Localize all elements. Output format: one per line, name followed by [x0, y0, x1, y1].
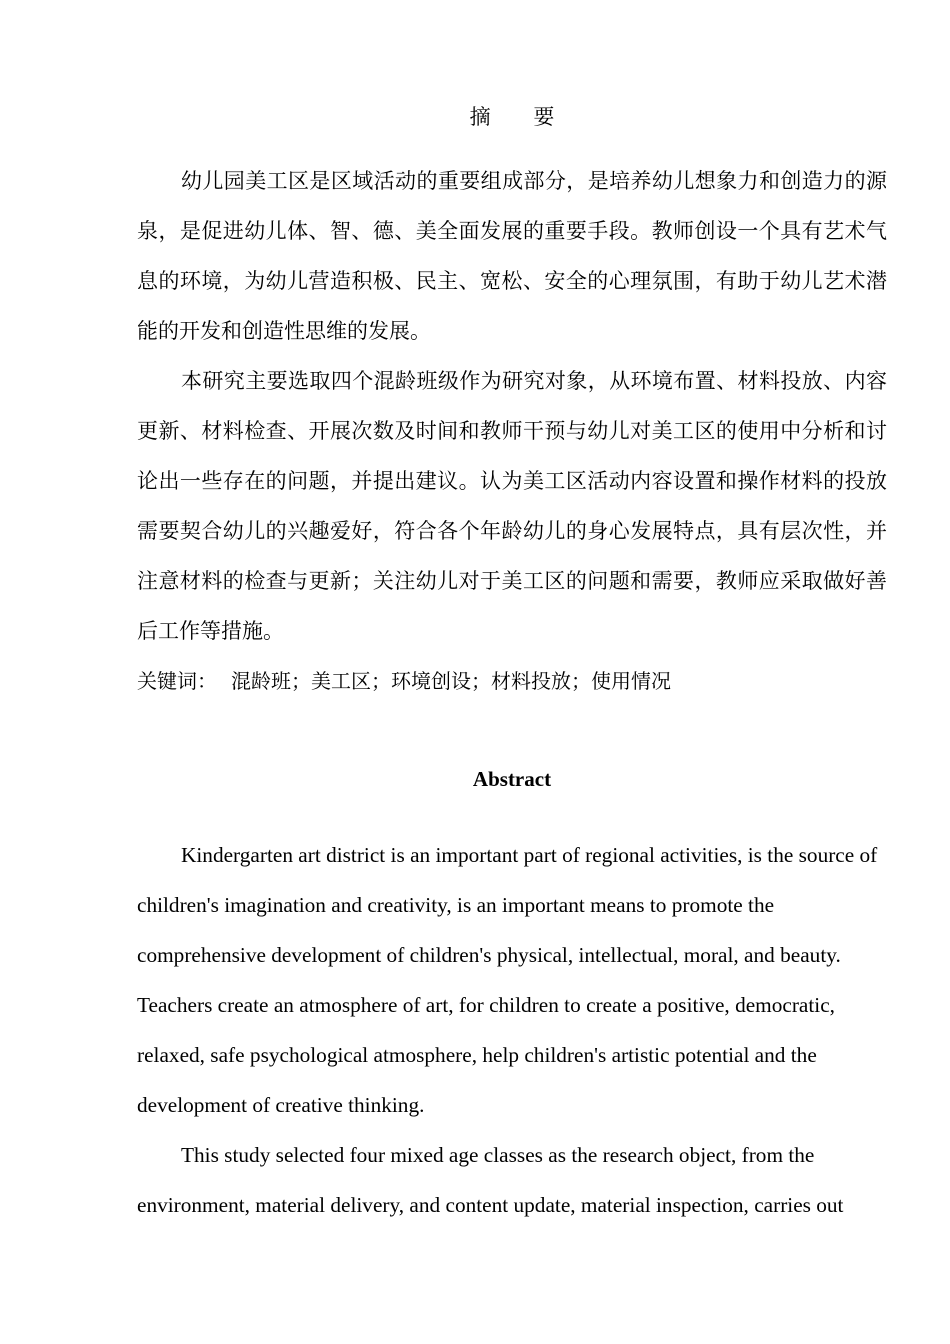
english-abstract-paragraph-1: Kindergarten art district is an important part of regional activities, is the source of children's imagination and creativity, is an important means to promote the comprehensive development of children's physical, intellectual, moral, and beauty. Teachers create an atmosphere of art, for children to create a positive, democratic, relaxed, safe psychological atmosphere, help children's artistic potential and the development of creative thinking. — [137, 843, 878, 1117]
keywords-label: 关键词： — [137, 669, 217, 693]
chinese-abstract-title: 摘 要 — [469, 105, 573, 129]
chinese-abstract-paragraph-2: 本研究主要选取四个混龄班级作为研究对象，从环境布置、材料投放、内容更新、材料检查、开展次数及时间和教师干预与幼儿对美工区的使用中分析和讨论出一些存在的问题，并提出建议。认为美工区活动内容设置和操作材料的投放需要契合幼儿的兴趣爱好，符合各个年龄幼儿的身心发展特点，具有层次性，并注意材料的检查与更新；关注幼儿对于美工区的问题和需要，教师应采取做好善后工作等措施。 — [137, 369, 887, 643]
chinese-keywords-line — [137, 656, 887, 706]
english-abstract-title: Abstract — [472, 767, 552, 791]
english-abstract-paragraph-2: This study selected four mixed age classes as the research object, from the environment, material delivery, and content update, material inspection, carries out — [137, 1143, 844, 1217]
chinese-abstract-paragraph-1: 幼儿园美工区是区域活动的重要组成部分，是培养幼儿想象力和创造力的源泉，是促进幼儿体、智、德、美全面发展的重要手段。教师创设一个具有艺术气息的环境，为幼儿营造积极、民主、宽松、安全的心理氛围，有助于幼儿艺术潜能的开发和创造性思维的发展。 — [137, 169, 887, 343]
abstract-content — [137, 92, 887, 1230]
keywords-value: 混龄班；美工区；环境创设；材料投放；使用情况 — [231, 669, 671, 693]
